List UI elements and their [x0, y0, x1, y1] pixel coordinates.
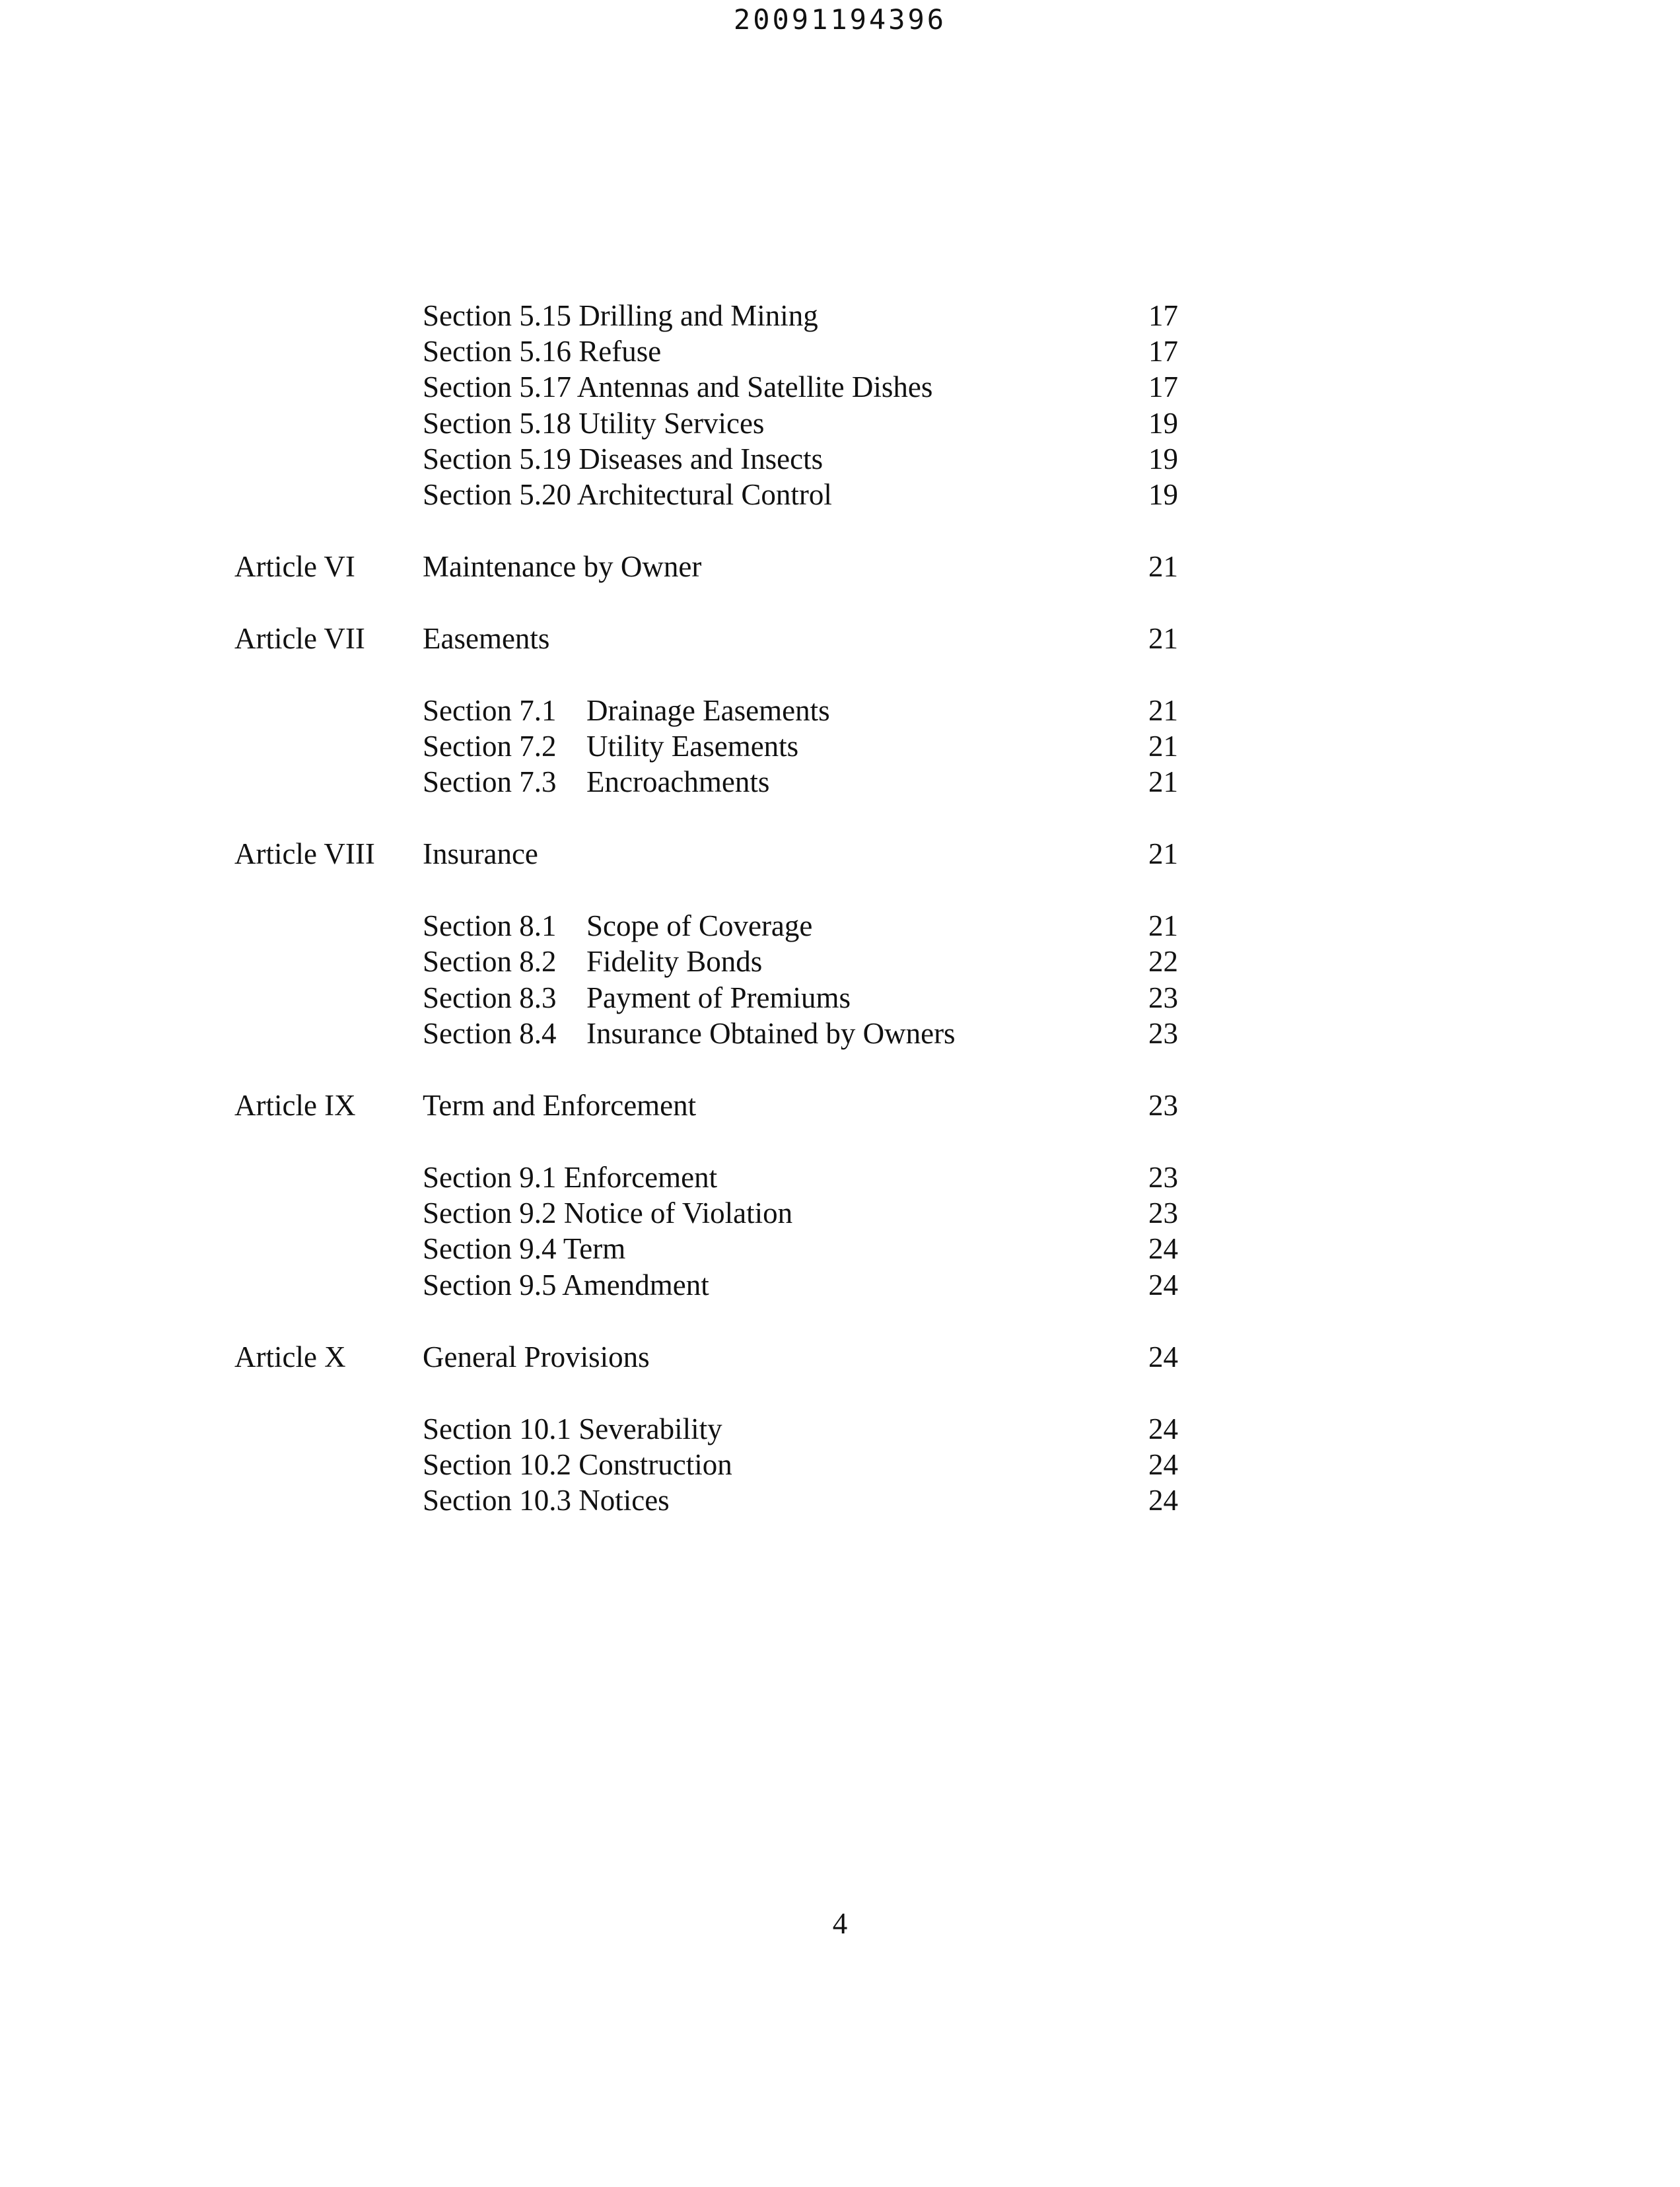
article-title: Easements [423, 622, 550, 655]
toc-entry-page: 23 [1148, 1017, 1178, 1050]
toc-entry-page: 24 [1148, 1412, 1178, 1445]
toc-entry-section-8-2 [0, 944, 1680, 979]
toc-entry-section-5-16 [0, 333, 1680, 369]
article-label: Article X [234, 1340, 346, 1373]
toc-entry-section-9-4 [0, 1231, 1680, 1267]
toc-entry-page: 21 [1148, 909, 1178, 942]
toc-entry-section-8-3 [0, 980, 1680, 1016]
toc-entry-section-10-3 [0, 1482, 1680, 1518]
toc-entry-section-7-1 [0, 693, 1680, 728]
article-title: Maintenance by Owner [423, 550, 702, 583]
toc-entry-title: Scope of Coverage [586, 909, 813, 942]
article-title: General Provisions [423, 1340, 650, 1373]
toc-entry-text: Section 5.17 Antennas and Satellite Dishes [423, 370, 933, 403]
toc-entry-section-9-5 [0, 1267, 1680, 1303]
toc-entry-text: Section 9.4 Term [423, 1232, 626, 1265]
toc-entry-text: Section 5.15 Drilling and Mining [423, 299, 818, 332]
document-number: 20091194396 [733, 3, 947, 36]
toc-entry-section-5-18 [0, 405, 1680, 441]
article-title: Insurance [423, 837, 538, 870]
toc-entry-section-5-19 [0, 441, 1680, 477]
toc-entry-number: Section 7.2 [423, 730, 557, 763]
toc-article-vi [0, 549, 1680, 584]
toc-entry-section-5-17 [0, 369, 1680, 405]
toc-entry-section-7-3 [0, 764, 1680, 800]
toc-entry-page: 17 [1148, 335, 1178, 368]
toc-entry-text: Section 5.19 Diseases and Insects [423, 442, 823, 475]
toc-entry-text: Section 10.2 Construction [423, 1448, 732, 1481]
toc-entry-title: Drainage Easements [586, 694, 830, 727]
toc-entry-page: 24 [1148, 1340, 1178, 1373]
toc-entry-page: 24 [1148, 1484, 1178, 1517]
toc-entry-number: Section 8.4 [423, 1017, 557, 1050]
article-title: Term and Enforcement [423, 1089, 697, 1122]
toc-entry-number: Section 8.3 [423, 981, 557, 1014]
toc-entry-page: 19 [1148, 478, 1178, 511]
toc-entry-number: Section 8.1 [423, 909, 557, 942]
toc-entry-section-5-20 [0, 477, 1680, 512]
toc-entry-page: 17 [1148, 370, 1178, 403]
toc-entry-page: 17 [1148, 299, 1178, 332]
toc-article-viii [0, 836, 1680, 872]
toc-entry-number: Section 7.3 [423, 765, 557, 798]
article-label: Article VII [234, 622, 365, 655]
toc-entry-text: Section 9.5 Amendment [423, 1268, 709, 1302]
toc-entry-text: Section 5.18 Utility Services [423, 407, 765, 440]
toc-entry-page: 22 [1148, 945, 1178, 978]
toc-entry-title: Encroachments [586, 765, 770, 798]
toc-entry-page: 23 [1148, 1161, 1178, 1194]
toc-entry-section-10-1 [0, 1411, 1680, 1447]
toc-entry-page: 21 [1148, 694, 1178, 727]
toc-entry-text: Section 9.2 Notice of Violation [423, 1197, 793, 1230]
toc-entry-title: Fidelity Bonds [586, 945, 763, 978]
toc-entry-title: Utility Easements [586, 730, 799, 763]
toc-entry-section-5-15 [0, 298, 1680, 333]
article-label: Article VIII [234, 837, 375, 870]
toc-entry-section-8-1 [0, 908, 1680, 944]
toc-entry-page: 24 [1148, 1232, 1178, 1265]
toc-entry-page: 21 [1148, 730, 1178, 763]
toc-entry-page: 19 [1148, 407, 1178, 440]
toc-entry-number: Section 7.1 [423, 694, 557, 727]
toc-entry-page: 21 [1148, 837, 1178, 870]
toc-entry-text: Section 10.3 Notices [423, 1484, 670, 1517]
toc-entry-number: Section 8.2 [423, 945, 557, 978]
toc-entry-page: 21 [1148, 550, 1178, 583]
toc-entry-section-8-4 [0, 1016, 1680, 1051]
toc-entry-page: 21 [1148, 622, 1178, 655]
page-number: 4 [832, 1907, 848, 1940]
toc-entry-page: 19 [1148, 442, 1178, 475]
toc-entry-page: 23 [1148, 1089, 1178, 1122]
toc-article-vii [0, 621, 1680, 656]
toc-entry-text: Section 5.20 Architectural Control [423, 478, 832, 511]
toc-entry-text: Section 10.1 Severability [423, 1412, 722, 1445]
toc-entry-section-10-2 [0, 1447, 1680, 1482]
toc-entry-title: Payment of Premiums [586, 981, 851, 1014]
toc-entry-section-9-2 [0, 1195, 1680, 1231]
toc-entry-title: Insurance Obtained by Owners [586, 1017, 956, 1050]
toc-article-x [0, 1339, 1680, 1375]
toc-entry-page: 21 [1148, 765, 1178, 798]
toc-entry-page: 23 [1148, 1197, 1178, 1230]
toc-entry-page: 24 [1148, 1268, 1178, 1302]
toc-entry-text: Section 5.16 Refuse [423, 335, 662, 368]
toc-entry-section-7-2 [0, 728, 1680, 764]
toc-entry-page: 23 [1148, 981, 1178, 1014]
article-label: Article IX [234, 1089, 356, 1122]
toc-entry-section-9-1 [0, 1160, 1680, 1195]
toc-entry-text: Section 9.1 Enforcement [423, 1161, 718, 1194]
toc-article-ix [0, 1088, 1680, 1123]
toc-entry-page: 24 [1148, 1448, 1178, 1481]
article-label: Article VI [234, 550, 355, 583]
